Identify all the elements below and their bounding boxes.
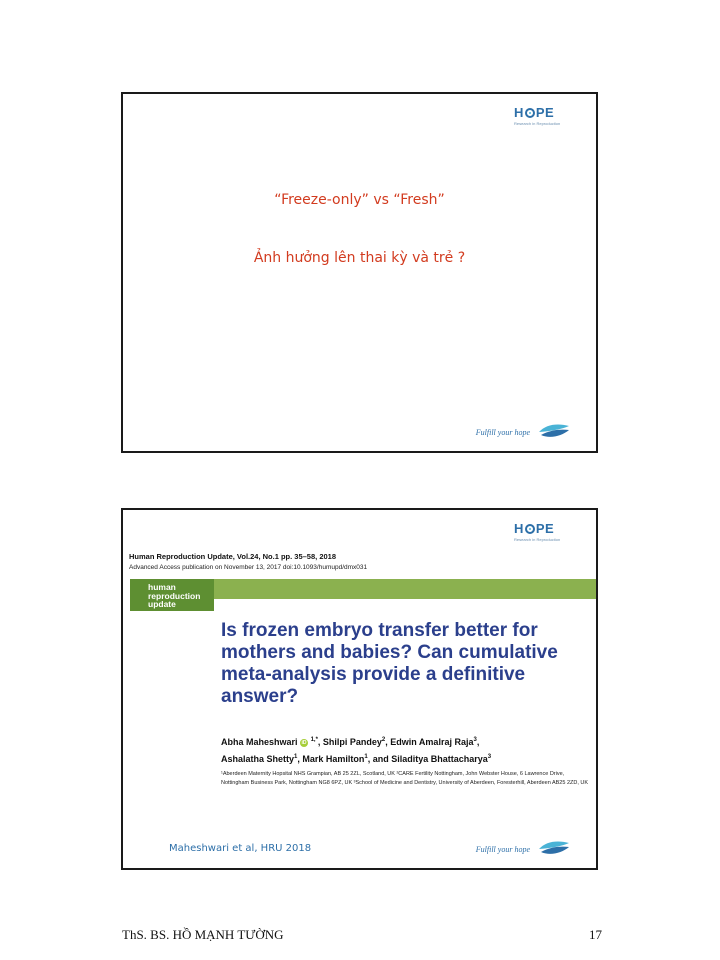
hope-logo-icon: H PE Research in Reproduction — [514, 522, 570, 548]
slide-1 — [121, 92, 598, 453]
slide-footer — [476, 423, 570, 441]
citation-text: Maheshwari et al, HRU 2018 — [169, 843, 312, 854]
journal-banner — [130, 579, 596, 611]
tagline: Fulfill your hope — [475, 844, 530, 854]
slide-2 — [121, 508, 598, 870]
affiliations: ¹Aberdeen Maternity Hopsital NHS Grampian, AB 25 2ZL, Scotland, UK ²CARE Fertility Nottingham, John Webster House, 6 Lawrence Drive, Nottingham Business Park, Nottingham NG8 6PZ, UK ³School of Medicine and Dentistry, University of Aberdeen, Foresterhill, Aberdeen AB25 2ZD, UK — [221, 771, 589, 786]
access-doi-line: Advanced Access publication on November 13, 2017 doi:10.1093/humupd/dmx031 — [129, 564, 368, 571]
slide-title: “Freeze-only” vs “Fresh” — [274, 192, 445, 208]
logo-subtitle: Research in Reproduction — [514, 537, 561, 542]
orcid-icon: iD — [301, 739, 307, 746]
slide-subtitle: Ảnh hưởng lên thai kỳ và trẻ ? — [253, 250, 466, 266]
slide-footer — [476, 840, 570, 858]
journal-citation-line: Human Reproduction Update, Vol.24, No.1 pp. 35–58, 2018 — [129, 552, 336, 561]
tagline: Fulfill your hope — [475, 427, 530, 437]
paper-authors: Abha Maheshwari iD $^{1,*}$, Shilpi Pandey$^2$, Edwin Amalraj Raja$^3$, Ashalatha Shetty$^1$, Mark Hamilton$^1$, and Siladitya Bhattacharya$^3$ — [221, 737, 492, 764]
logo-subtitle: Research in Reproduction — [514, 121, 561, 126]
page-number: 17 — [589, 927, 602, 942]
leaf-wave-icon — [538, 840, 570, 858]
paper-title: Is frozen embryo transfer better for mothers and babies? Can cumulative meta-analysis provide a definitive answer? — [221, 620, 558, 707]
leaf-wave-icon — [538, 423, 570, 441]
journal-name: human reproduction update — [148, 582, 201, 609]
footer-author: ThS. BS. HỒ MẠNH TƯỜNG — [122, 927, 284, 942]
hope-logo-icon: H PE Research in Reproduction — [514, 106, 570, 132]
